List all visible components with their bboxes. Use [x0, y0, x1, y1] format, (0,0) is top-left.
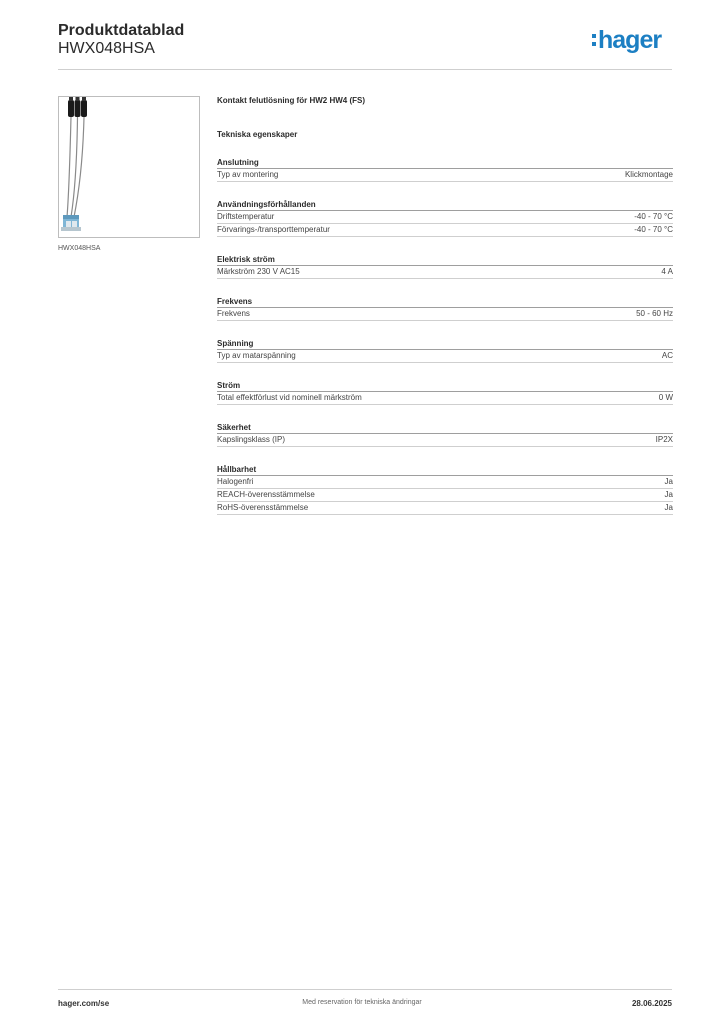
section-title: Ström	[217, 380, 673, 392]
spec-row	[217, 266, 673, 279]
spec-label: REACH-överensstämmelse	[217, 490, 315, 499]
spec-label: Kapslingsklass (IP)	[217, 435, 286, 444]
spec-row	[217, 224, 673, 237]
spec-value: -40 - 70 °C	[634, 225, 673, 234]
footer-disclaimer: Med reservation för tekniska ändringar	[302, 999, 422, 1006]
spec-value: 50 - 60 Hz	[636, 309, 673, 318]
spec-value: 0 W	[658, 393, 673, 402]
section-title: Spänning	[217, 338, 673, 350]
footer-website: hager.com/se	[58, 999, 110, 1008]
product-illustration-icon	[59, 97, 199, 237]
spec-row	[217, 308, 673, 321]
spec-label: RoHS-överensstämmelse	[217, 503, 309, 512]
product-image-caption: HWX048HSA	[58, 245, 101, 252]
spec-row	[217, 434, 673, 447]
product-description: Kontakt felutlösning för HW2 HW4 (FS)	[217, 96, 365, 105]
hager-logo	[592, 26, 661, 54]
spec-label: Typ av montering	[217, 170, 279, 179]
section-frekvens	[217, 296, 673, 321]
spec-row	[217, 392, 673, 405]
section-title: Elektrisk ström	[217, 254, 673, 266]
section-title: Användningsförhållanden	[217, 199, 673, 211]
spec-value: Ja	[664, 490, 673, 499]
logo-dots-icon	[592, 34, 596, 46]
spec-value: Klickmontage	[624, 170, 673, 179]
section-title: Säkerhet	[217, 422, 673, 434]
section-title: Anslutning	[217, 157, 673, 169]
spec-sheet	[217, 96, 673, 515]
spec-label: Driftstemperatur	[217, 212, 275, 221]
spec-value: IP2X	[655, 435, 673, 444]
product-image	[58, 96, 200, 238]
spec-row	[217, 502, 673, 515]
spec-label: Total effektförlust vid nominell märkström	[217, 393, 362, 402]
spec-row	[217, 476, 673, 489]
section-sakerhet	[217, 422, 673, 447]
document-title: Produktdatablad	[58, 22, 185, 39]
header-divider	[58, 69, 672, 70]
spec-value: Ja	[664, 503, 673, 512]
spec-value: -40 - 70 °C	[634, 212, 673, 221]
spec-label: Märkström 230 V AC15	[217, 267, 300, 276]
section-title: Hållbarhet	[217, 464, 673, 476]
section-hallbarhet	[217, 464, 673, 515]
spec-value: Ja	[664, 477, 673, 486]
section-anvandningsforhallanden	[217, 199, 673, 237]
properties-heading: Tekniska egenskaper	[217, 130, 298, 139]
spec-label: Frekvens	[217, 309, 250, 318]
spec-label: Typ av matarspänning	[217, 351, 296, 360]
spec-row	[217, 211, 673, 224]
spec-value: 4 A	[661, 267, 673, 276]
section-spanning	[217, 338, 673, 363]
spec-label: Halogenfri	[217, 477, 254, 486]
section-strom	[217, 380, 673, 405]
product-code: HWX048HSA	[58, 40, 155, 57]
footer-date: 28.06.2025	[631, 999, 672, 1008]
section-title: Frekvens	[217, 296, 673, 308]
spec-label: Förvarings-/transporttemperatur	[217, 225, 330, 234]
section-anslutning	[217, 157, 673, 182]
spec-row	[217, 350, 673, 363]
spec-value: AC	[661, 351, 673, 360]
spec-row	[217, 489, 673, 502]
spec-row	[217, 169, 673, 182]
section-elektrisk-strom	[217, 254, 673, 279]
logo-text: hager	[598, 26, 662, 54]
footer-divider	[58, 989, 672, 990]
